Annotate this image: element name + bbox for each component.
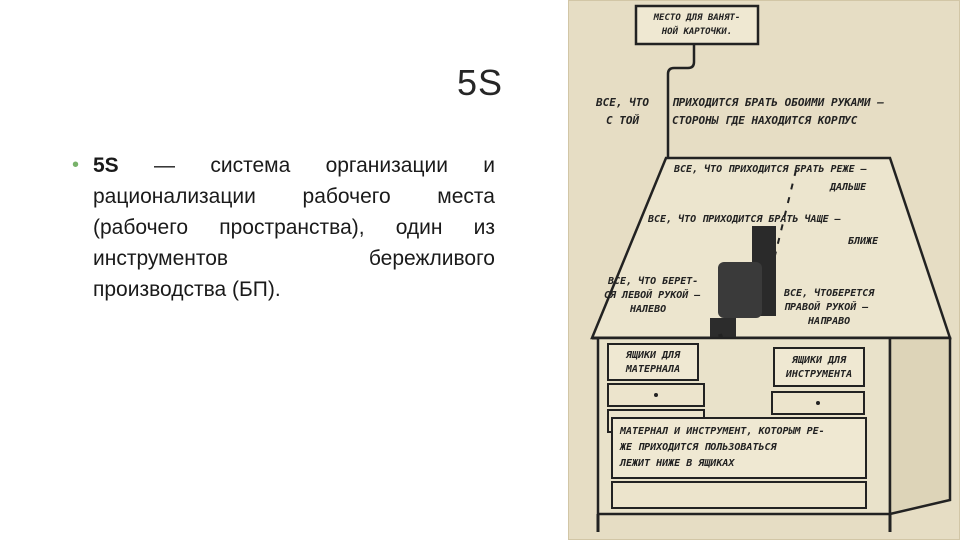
card-label-line-1: МЕСТО ДЛЯ ВАНЯТ- <box>653 13 741 23</box>
material-drawer-label-2: МАТЕРНАЛА <box>625 364 681 375</box>
slide-title: 5S <box>456 62 504 103</box>
right-label-3: НАПРАВО <box>808 316 851 327</box>
often-label-1: ВСЕ, ЧТО ПРИХОДИТСЯ БРАТЬ ЧАЩЕ – <box>648 214 841 225</box>
left-label-1: ВСЕ, ЧТО БЕРЕТ- <box>608 276 699 287</box>
workbench-side <box>890 338 950 514</box>
bullet-text <box>93 150 495 305</box>
bottom-label-1: МАТЕРНАЛ И ИНСТРУМЕНТ, КОТОРЫМ РЕ- <box>620 426 825 437</box>
left-label-3: НАЛЕВО <box>630 304 667 315</box>
both-hands-label-4: СТОРОНЫ ГДЕ НАХОДИТСЯ КОРПУС <box>672 114 858 127</box>
bottom-label-3: ЛЕЖИТ НИЖЕ В ЯЩИКАХ <box>620 458 735 469</box>
bottom-label-2: ЖЕ ПРИХОДИТСЯ ПОЛЬЗОВАТЬСЯ <box>620 442 777 453</box>
material-drawer-label-1: ЯЩИКИ ДЛЯ <box>625 350 681 361</box>
card-label-line-2: НОЙ КАРТОЧКИ. <box>661 27 733 37</box>
left-label-2: СЯ ЛЕВОЙ РУКОЙ – <box>604 290 701 301</box>
right-label-1: ВСЕ, ЧТОБЕРЕТСЯ <box>784 288 875 299</box>
rarely-label-1: ВСЕ, ЧТО ПРИХОДИТСЯ БРАТЬ РЕЖЕ – <box>674 164 867 175</box>
both-hands-label-1: ВСЕ, ЧТО <box>596 96 649 109</box>
both-hands-label-3: ПРИХОДИТСЯ БРАТЬ ОБОИМИ РУКАМИ – <box>672 96 884 109</box>
bottom-drawer <box>612 482 866 508</box>
bullet-definition: — система организации и рационализации рабочего места (рабочего пространства), один из инструментов бережливого производства (БП). <box>93 154 495 301</box>
material-drawer-1-knob <box>654 393 658 397</box>
rarely-label-2: ДАЛЬШЕ <box>830 182 867 193</box>
card-sign <box>636 6 758 44</box>
workbench-illustration <box>568 0 960 540</box>
often-label-2: БЛИЖЕ <box>848 236 879 247</box>
workbench-drawing <box>568 0 960 540</box>
bullet-term: 5S <box>93 154 119 177</box>
slide-body <box>72 150 495 305</box>
tool-drawer-sign <box>774 348 864 386</box>
both-hands-label-2: С ТОЙ <box>606 114 640 127</box>
right-label-2: ПРАВОЙ РУКОЙ – <box>784 302 869 313</box>
tool-drawer-label-1: ЯЩИКИ ДЛЯ <box>791 355 847 366</box>
bullet-dot-icon: • <box>72 154 80 176</box>
tool-drawer-1-knob <box>816 401 820 405</box>
tool-drawer-label-2: ИНСТРУМЕНТА <box>785 369 853 380</box>
bullet-item <box>72 150 495 305</box>
vise-body <box>718 262 762 318</box>
